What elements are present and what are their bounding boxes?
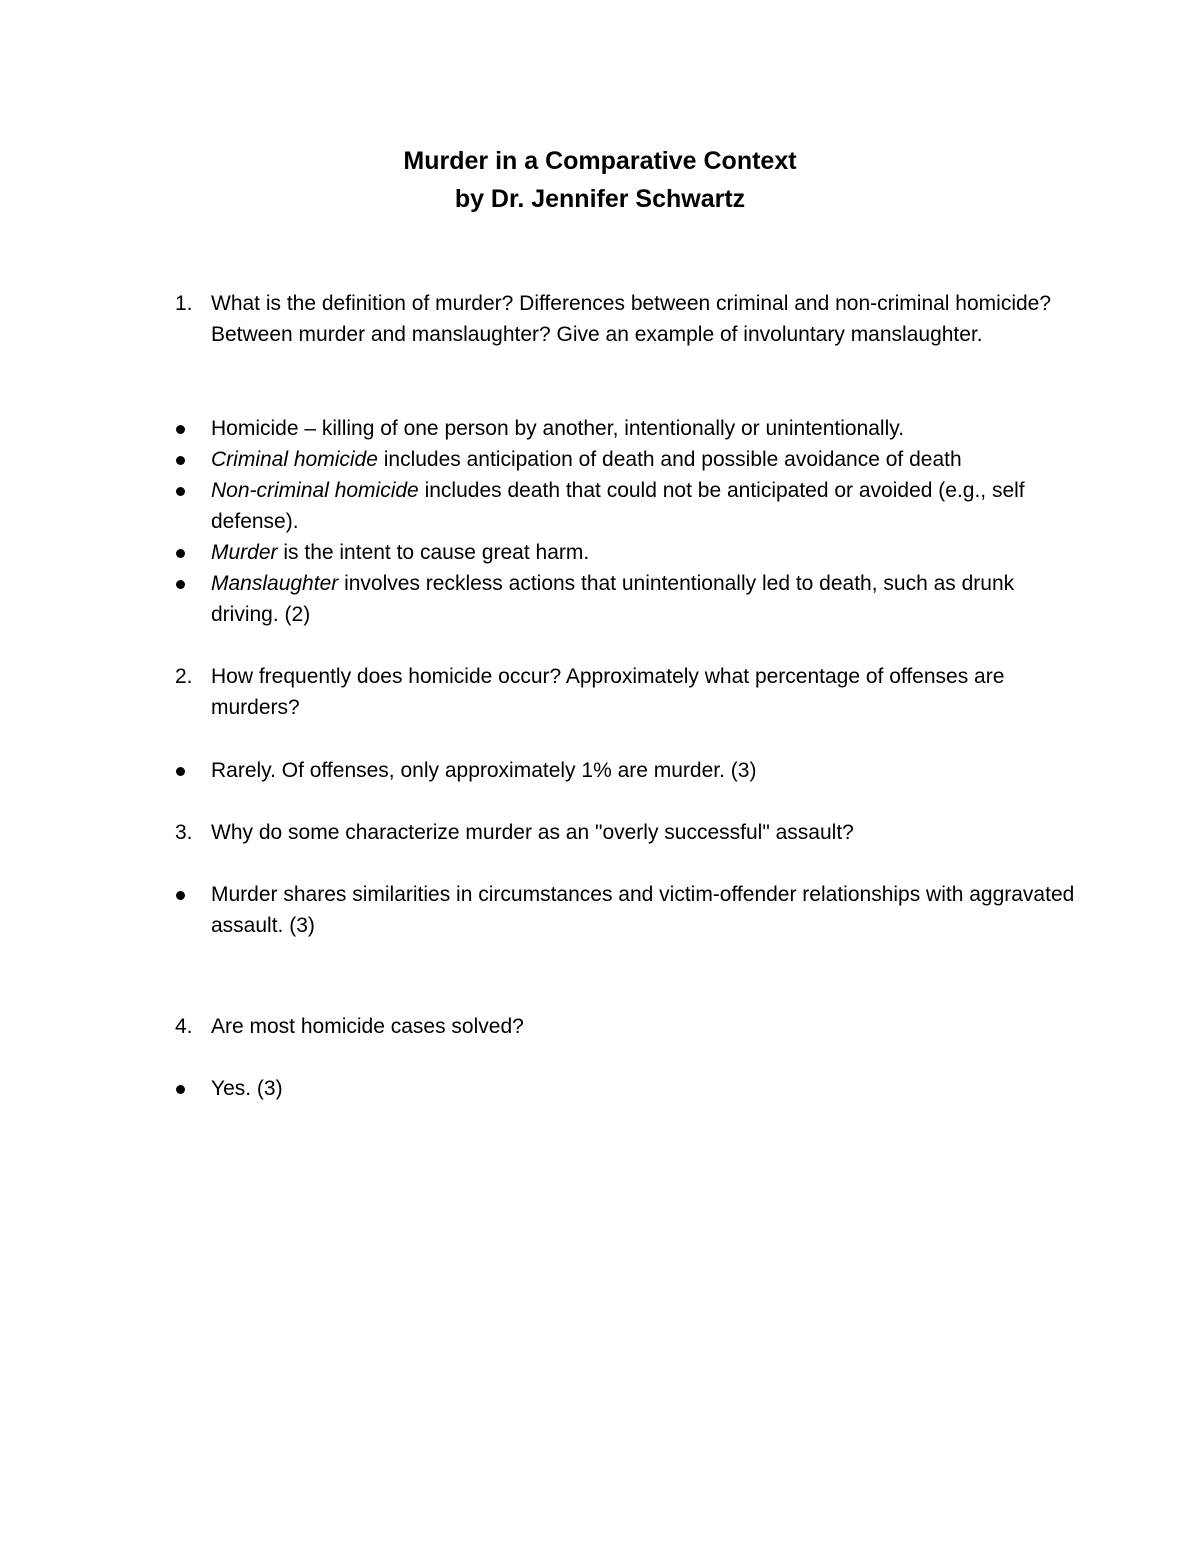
question-3: [175, 817, 1075, 848]
question-text: How frequently does homicide occur? Approximately what percentage of offenses are murders?: [211, 665, 1005, 719]
bullet-icon: [176, 1085, 185, 1094]
answer-term: Manslaughter: [211, 572, 339, 595]
question-1: [175, 288, 1075, 350]
bullet-icon: [176, 891, 185, 900]
answer-bullet: [175, 568, 1075, 630]
question-number: 1.: [175, 292, 193, 315]
bullet-icon: [176, 580, 185, 589]
question-text: Why do some characterize murder as an "overly successful" assault?: [211, 821, 854, 844]
bullet-icon: [176, 456, 185, 465]
bullet-icon: [176, 425, 185, 434]
answer-text: includes death that could not be anticipated or avoided (e.g., self defense).: [211, 479, 1025, 533]
question-2: [175, 661, 1075, 723]
answer-term: Criminal homicide: [211, 448, 378, 471]
answer-bullet: [175, 879, 1075, 941]
bullet-icon: [176, 549, 185, 558]
question-number: 2.: [175, 665, 193, 688]
answer-bullet: [175, 475, 1075, 537]
answer-bullet: [175, 1073, 1075, 1104]
document-author: by Dr. Jennifer Schwartz: [454, 185, 746, 213]
answer-bullet: [175, 413, 1075, 444]
answer-text: Homicide – killing of one person by another, intentionally or unintentionally.: [211, 417, 905, 440]
answer-text: is the intent to cause great harm.: [277, 541, 590, 564]
answer-bullet: [175, 537, 1075, 568]
answer-text: Rarely. Of offenses, only approximately 1% are murder. (3): [211, 759, 757, 782]
bullet-icon: [176, 767, 185, 776]
answer-bullet: [175, 444, 1075, 475]
question-text: What is the definition of murder? Differences between criminal and non-criminal homicide? Between murder and manslaughter? Give an example of involuntary manslaughter.: [211, 292, 1052, 346]
question-number: 3.: [175, 821, 193, 844]
title-block: [0, 142, 1200, 218]
answer-term: Non-criminal homicide: [211, 479, 419, 502]
question-4: [175, 1011, 1075, 1042]
answer-bullet: [175, 755, 1075, 786]
document-title: Murder in a Comparative Context: [403, 147, 797, 175]
answer-text: includes anticipation of death and possible avoidance of death: [377, 448, 962, 471]
answer-text: Yes. (3): [211, 1077, 283, 1100]
answer-term: Murder: [211, 541, 278, 564]
answer-text: Murder shares similarities in circumstances and victim-offender relationships with aggravated assault. (3): [211, 883, 1075, 937]
question-text: Are most homicide cases solved?: [211, 1015, 524, 1038]
answer-text: involves reckless actions that unintentionally led to death, such as drunk driving. (2): [211, 572, 1015, 626]
bullet-icon: [176, 487, 185, 496]
question-number: 4.: [175, 1015, 193, 1038]
